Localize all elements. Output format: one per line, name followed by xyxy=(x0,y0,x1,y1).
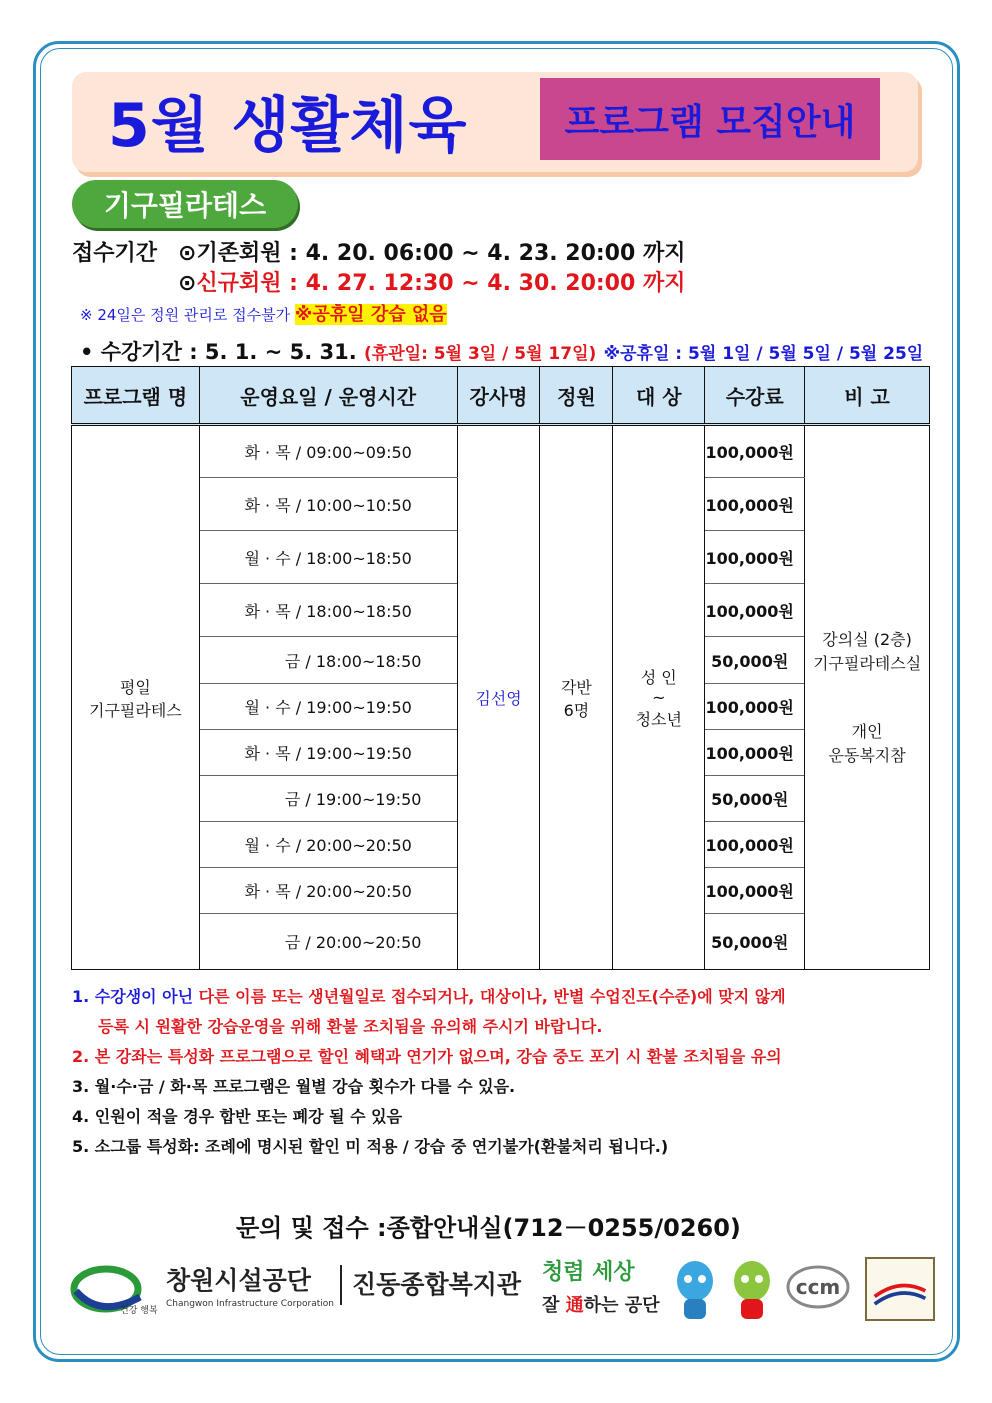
slogan-bottom xyxy=(542,1291,659,1317)
org-name-en: Changwon Infrastructure Corporation xyxy=(166,1299,334,1309)
org-name: 창원시설공단 xyxy=(166,1266,311,1295)
title-sub-box xyxy=(540,78,880,160)
contact-info: 문의 및 접수 :종합안내실(712－0255/0260) xyxy=(236,1214,741,1242)
header-target: 대 상 xyxy=(613,367,705,425)
program-tag xyxy=(72,180,298,228)
schedule-time: 화 · 목 / 10:00~10:50 xyxy=(199,478,457,531)
capacity-line-2: 6명 xyxy=(563,700,590,720)
fee-cell: 100,000원 xyxy=(705,730,805,776)
table-row xyxy=(72,425,930,478)
schedule-time: 월 · 수 / 19:00~19:50 xyxy=(199,684,457,730)
holiday-note-highlight: ※공휴일 강습 없음 xyxy=(294,304,447,325)
slogan-bottom-pre: 잘 xyxy=(542,1295,566,1316)
remarks-cell xyxy=(805,425,930,970)
program-tag-label: 기구필라테스 xyxy=(103,189,267,222)
header-time: 운영요일 / 운영시간 xyxy=(199,367,457,425)
bullet-icon: ⊙ xyxy=(178,241,197,266)
slogan-bottom-red: 通 xyxy=(565,1295,584,1316)
fee-cell: 100,000원 xyxy=(705,868,805,914)
footer-divider xyxy=(340,1265,342,1305)
certification-badge-icon xyxy=(865,1257,935,1321)
capacity-cell xyxy=(540,425,613,970)
note-1-rest: 다른 이름 또는 생년월일로 접수되거나, 대상이나, 반별 수업진도(수준)에 맞지 않게 xyxy=(198,987,786,1006)
footer xyxy=(70,1255,940,1327)
schedule-time: 월 · 수 / 20:00~20:50 xyxy=(199,822,457,868)
note-3: 3. 월·수·금 / 화·목 프로그램은 월별 강습 횟수가 다를 수 있음. xyxy=(72,1077,516,1096)
note-1 xyxy=(72,982,786,1012)
remarks-line-1: 강의실 (2층) xyxy=(822,629,912,649)
course-period xyxy=(80,336,923,366)
note-4: 4. 인원이 적을 경우 합반 또는 폐강 될 수 있음 xyxy=(72,1107,403,1126)
schedule-time: 화 · 목 / 19:00~19:50 xyxy=(199,730,457,776)
ccm-text: ccm xyxy=(795,1275,841,1299)
note-5: 5. 소그룹 특성화: 조례에 명시된 할인 미 적용 / 강습 중 연기불가(환불처리 됩니다.) xyxy=(72,1137,669,1156)
fee-cell: 100,000원 xyxy=(705,425,805,478)
schedule-table xyxy=(71,366,930,970)
schedule-time: 화 · 목 / 09:00~09:50 xyxy=(199,425,457,478)
program-name-line-2: 기구필라테스 xyxy=(89,700,182,720)
schedule-time: 월 · 수 / 18:00~18:50 xyxy=(199,531,457,584)
header-program: 프로그램 명 xyxy=(72,367,200,425)
ccm-certification-icon xyxy=(782,1261,854,1323)
target-line-2: ~ xyxy=(652,688,666,707)
notes-list xyxy=(72,982,786,1162)
target-line-1: 성 인 xyxy=(640,668,677,687)
fee-cell: 50,000원 xyxy=(705,914,805,970)
schedule-time: 금 / 20:00~20:50 xyxy=(199,914,457,970)
corporation-logo xyxy=(70,1261,160,1321)
fee-cell: 50,000원 xyxy=(705,637,805,684)
header-remarks: 비 고 xyxy=(805,367,930,425)
schedule-time: 금 / 19:00~19:50 xyxy=(199,776,457,822)
center-name: 진동종합복지관 xyxy=(352,1270,522,1299)
mascot-green-icon xyxy=(725,1257,779,1323)
new-member-period: : 4. 27. 12:30 ~ 4. 30. 20:00 까지 xyxy=(281,271,686,296)
existing-member-period: : 4. 20. 06:00 ~ 4. 23. 20:00 까지 xyxy=(281,241,686,266)
note-2: 2. 본 강좌는 특성화 프로그램으로 할인 혜택과 연기가 없으며, 강습 중도 포기 시 환불 조치됨을 유의 xyxy=(72,1047,782,1066)
fee-cell: 50,000원 xyxy=(705,776,805,822)
logo-text: 건강 행복 xyxy=(120,1306,158,1316)
fee-cell: 100,000원 xyxy=(705,531,805,584)
closed-days: (휴관일: 5월 3일 / 5월 17일) xyxy=(364,344,597,364)
target-line-3: 청소년 xyxy=(635,710,682,729)
fee-cell: 100,000원 xyxy=(705,478,805,531)
page-subtitle: 프로그램 모집안내 xyxy=(564,101,856,143)
public-holidays: ※공휴일 : 5월 1일 / 5월 5일 / 5월 25일 xyxy=(603,344,924,364)
header-instructor: 강사명 xyxy=(457,367,540,425)
registration-note-text: ※ 24일은 정원 관리로 접수불가 xyxy=(80,306,291,324)
program-name-cell xyxy=(72,425,200,970)
registration-label: 접수기간 xyxy=(72,241,158,266)
note-1-prefix: 1. 수강생이 아닌 xyxy=(72,987,199,1006)
mascot-blue-icon xyxy=(668,1257,722,1323)
note-1-cont: 등록 시 원활한 강습운영을 위해 환불 조치됨을 유의해 주시기 바랍니다. xyxy=(98,1017,603,1036)
header-fee: 수강료 xyxy=(705,367,805,425)
new-member-label: 신규회원 xyxy=(196,271,282,296)
instructor-cell: 김선영 xyxy=(457,425,540,970)
fee-cell: 100,000원 xyxy=(705,584,805,637)
header-capacity: 정원 xyxy=(540,367,613,425)
registration-note xyxy=(80,300,447,326)
capacity-line-1: 각반 xyxy=(560,677,592,697)
slogan-bottom-post: 하는 공단 xyxy=(583,1295,660,1316)
target-cell xyxy=(613,425,705,970)
remarks-line-2: 기구필라테스실 xyxy=(812,653,922,673)
bullet-icon: ⊙ xyxy=(178,271,197,296)
existing-member-label: 기존회원 xyxy=(196,241,282,266)
page-title: 5월 생활체육 xyxy=(108,91,468,161)
table-header-row xyxy=(72,367,930,425)
course-period-text: • 수강기간 : 5. 1. ~ 5. 31. xyxy=(80,340,357,364)
fee-cell: 100,000원 xyxy=(705,684,805,730)
remarks-line-4: 운동복지참 xyxy=(828,745,906,765)
registration-new xyxy=(72,266,685,297)
slogan-top: 청렴 세상 xyxy=(542,1260,635,1285)
schedule-time: 화 · 목 / 20:00~20:50 xyxy=(199,868,457,914)
registration-existing xyxy=(72,236,685,267)
remarks-line-3: 개인 xyxy=(851,721,883,741)
schedule-time: 금 / 18:00~18:50 xyxy=(199,637,457,684)
schedule-time: 화 · 목 / 18:00~18:50 xyxy=(199,584,457,637)
fee-cell: 100,000원 xyxy=(705,822,805,868)
program-name-line-1: 평일 xyxy=(119,677,151,697)
